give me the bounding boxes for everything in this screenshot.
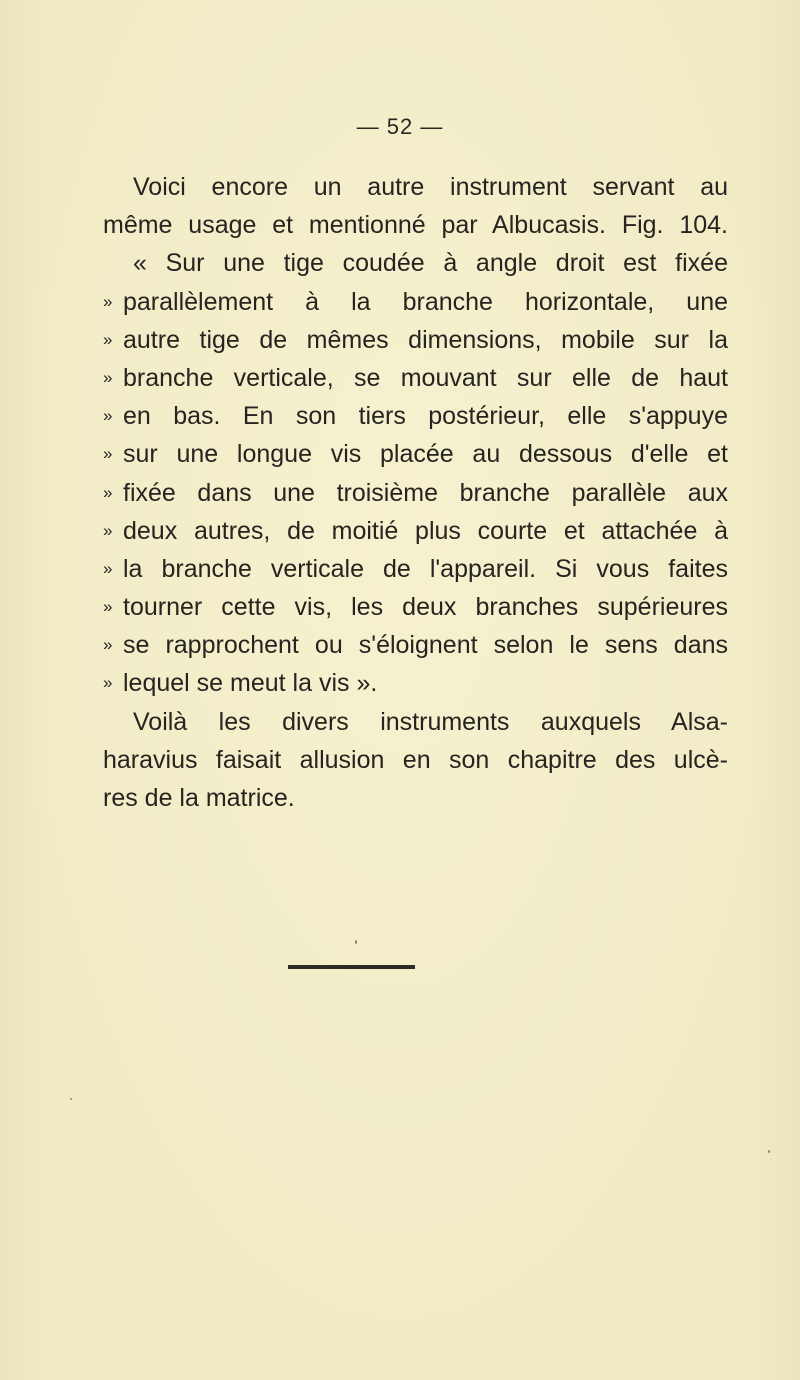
guillemet-mark: » — [103, 291, 113, 311]
guillemet-mark: » — [103, 597, 113, 617]
guillemet-mark: » — [103, 482, 113, 502]
text-line: » lequel se meut la vis ». — [103, 664, 728, 702]
text-line: » deux autres, de moitié plus courte et attachée à — [103, 512, 728, 550]
paper-fleck — [768, 1150, 770, 1153]
text-line: » fixée dans une troisième branche parallèle aux — [103, 474, 728, 512]
body-text — [103, 168, 728, 817]
guillemet-mark: » — [103, 329, 113, 349]
guillemet-mark: » — [103, 520, 113, 540]
guillemet-mark: » — [103, 673, 113, 693]
guillemet-mark: » — [103, 406, 113, 426]
guillemet-mark: » — [103, 367, 113, 387]
paper-fleck — [70, 1098, 72, 1100]
text-line: » parallèlement à la branche horizontale, une — [103, 283, 728, 321]
text-line: » tourner cette vis, les deux branches supérieures — [103, 588, 728, 626]
text-line: « Sur une tige coudée à angle droit est fixée — [133, 249, 728, 278]
text-line: Voilà les divers instruments auxquels Alsa- — [133, 707, 728, 736]
text-line: » autre tige de mêmes dimensions, mobile sur la — [103, 321, 728, 359]
text-line: » en bas. En son tiers postérieur, elle s'appuye — [103, 397, 728, 435]
paper-fleck — [355, 940, 357, 944]
text-line: » branche verticale, se mouvant sur elle de haut — [103, 359, 728, 397]
text-line: » se rapprochent ou s'éloignent selon le sens dans — [103, 626, 728, 664]
guillemet-mark: » — [103, 444, 113, 464]
page-number: — 52 — — [356, 114, 444, 139]
text-line: » la branche verticale de l'appareil. Si vous faites — [103, 550, 728, 588]
text-line: Voici encore un autre instrument servant au — [133, 173, 728, 201]
guillemet-mark: » — [103, 558, 113, 578]
text-line: » sur une longue vis placée au dessous d'elle et — [103, 435, 728, 473]
guillemet-mark: » — [103, 635, 113, 655]
section-end-rule — [288, 965, 415, 969]
text-line: même usage et mentionné par Albucasis. Fig. 104. — [103, 211, 728, 240]
text-line: haravius faisait allusion en son chapitre des ulcè- — [103, 745, 728, 774]
text-line: res de la matrice. — [103, 784, 295, 812]
